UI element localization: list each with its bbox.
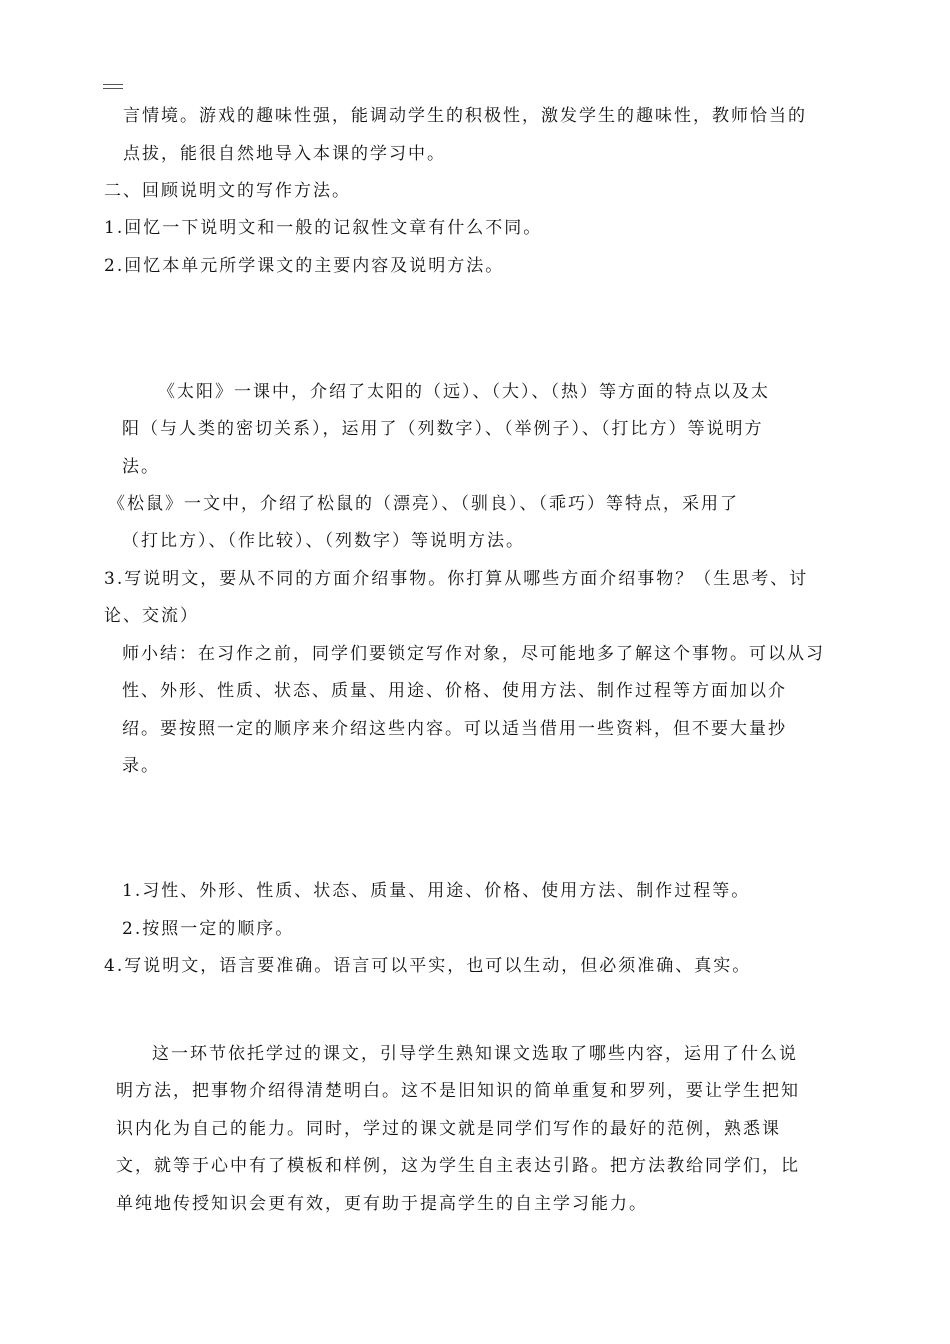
text-line: 2.按照一定的顺序。 [122, 919, 295, 939]
text-line: 录。 [122, 756, 160, 776]
text-line: 点拔，能很自然地导入本课的学习中。 [123, 144, 446, 164]
text-line: 单纯地传授知识会更有效，更有助于提高学生的自主学习能力。 [116, 1194, 648, 1214]
text-line: 绍。要按照一定的顺序来介绍这些内容。可以适当借用一些资料，但不要大量抄 [122, 719, 787, 739]
text-line: 言情境。游戏的趣味性强，能调动学生的积极性，激发学生的趣味性，教师恰当的 [123, 106, 807, 126]
section-heading: 二、回顾说明文的写作方法。 [104, 181, 351, 201]
text-line: 师小结：在习作之前，同学们要锁定写作对象，尽可能地多了解这个事物。可以从习 [122, 644, 825, 664]
text-line: 《太阳》一课中，介绍了太阳的（远）、（大）、（热）等方面的特点以及太 [158, 382, 770, 402]
header-rule-mark [103, 84, 123, 89]
text-line: 阳（与人类的密切关系），运用了（列数字）、（举例子）、（打比方）等说明方 [122, 419, 764, 439]
text-line: 性、外形、性质、状态、质量、用途、价格、使用方法、制作过程等方面加以介 [122, 681, 787, 701]
text-line: 《松鼠》一文中，介绍了松鼠的（漂亮）、（驯良）、（乖巧）等特点，采用了 [108, 494, 739, 514]
text-line: 论、交流） [104, 606, 199, 626]
text-line: 1.习性、外形、性质、状态、质量、用途、价格、使用方法、制作过程等。 [122, 881, 751, 901]
text-line: 4.写说明文，语言要准确。语言可以平实，也可以生动，但必须准确、真实。 [104, 956, 752, 976]
text-line: （打比方）、（作比较）、（列数字）等说明方法。 [122, 531, 525, 551]
text-line: 法。 [122, 457, 160, 477]
text-line: 2.回忆本单元所学课文的主要内容及说明方法。 [104, 256, 505, 276]
text-line: 文，就等于心中有了模板和样例，这为学生自主表达引路。把方法教给同学们，比 [116, 1156, 800, 1176]
text-line: 这一环节依托学过的课文，引导学生熟知课文选取了哪些内容，运用了什么说 [152, 1044, 798, 1064]
text-line: 明方法，把事物介绍得清楚明白。这不是旧知识的简单重复和罗列，要让学生把知 [116, 1081, 800, 1101]
text-line: 1.回忆一下说明文和一般的记叙性文章有什么不同。 [104, 218, 543, 238]
text-line: 3.写说明文，要从不同的方面介绍事物。你打算从哪些方面介绍事物？（生思考、讨 [104, 569, 809, 589]
text-line: 识内化为自己的能力。同时，学过的课文就是同学们写作的最好的范例，熟悉课 [116, 1119, 781, 1139]
